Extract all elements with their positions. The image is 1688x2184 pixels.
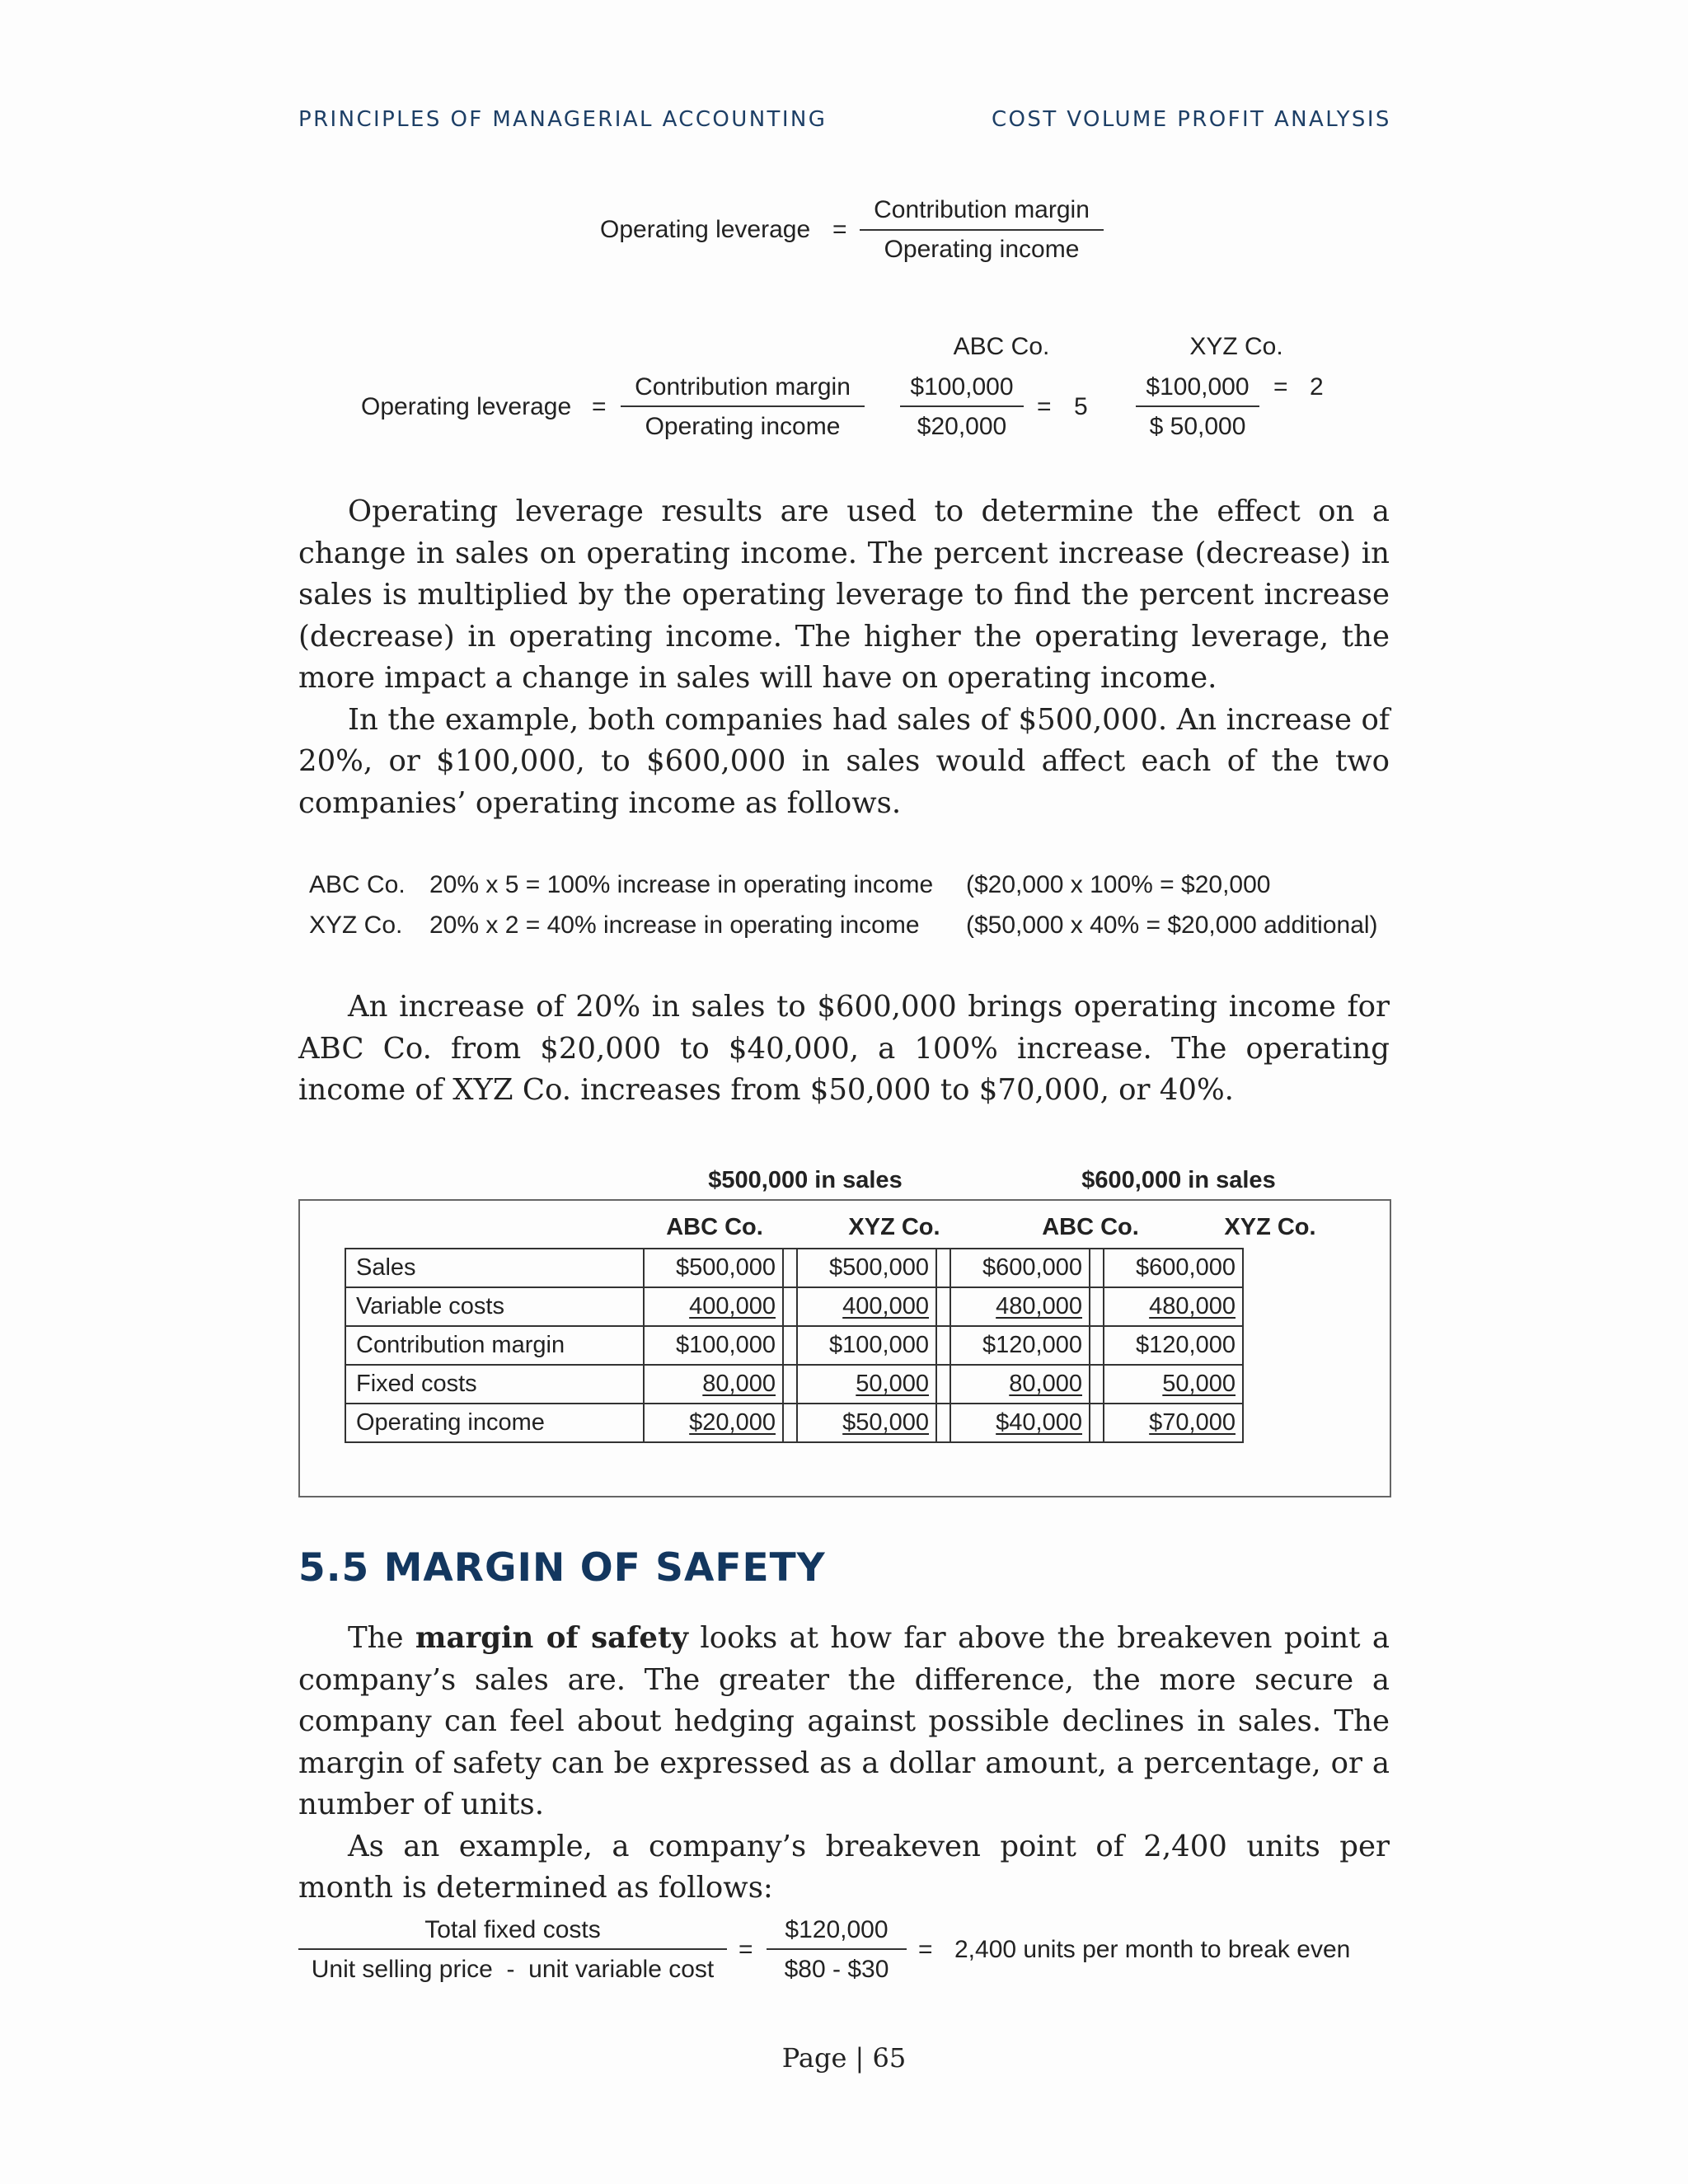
calc-row-abc-formula: 20% x 5 = 100% increase in operating income [429,871,934,898]
formula2-fraction-bar [621,405,865,407]
page-number: Page | 65 [781,2042,907,2074]
formula2-label: Operating leverage [361,393,572,420]
cell-value: 50,000 [797,1365,936,1404]
formula3-result: 2,400 units per month to break even [954,1936,1351,1963]
formula2-xyz-fraction-bar [1136,405,1259,407]
table-row [345,1287,1243,1326]
cell-value: $20,000 [644,1404,783,1442]
row-label: Contribution margin [345,1326,644,1365]
row-label: Sales [345,1249,644,1287]
cell-value: $70,000 [1104,1404,1243,1442]
col-header-abc-1: ABC Co. [666,1214,763,1240]
formula1-label: Operating leverage [600,216,811,243]
spacer-cell [1090,1365,1104,1404]
spacer-cell [936,1287,950,1326]
formula3-numerator-value: $120,000 [785,1916,889,1943]
comparison-table [345,1248,1244,1443]
formula2-xyz-equals: = [1273,373,1288,401]
formula3-fraction-bar [298,1948,727,1950]
formula2-abc-numerator: $100,000 [910,373,1014,401]
group-header-500k: $500,000 in sales [708,1167,903,1193]
cell-value: $40,000 [950,1404,1090,1442]
table-row [345,1404,1243,1442]
formula2-denominator: Operating income [645,413,841,440]
formula2-numerator: Contribution margin [635,373,851,401]
cell-value: 400,000 [797,1287,936,1326]
formula3-denominator: Unit selling price - unit variable cost [311,1956,715,1983]
cell-value: $120,000 [1104,1326,1243,1365]
spacer-cell [936,1404,950,1442]
calc-row-xyz-detail: ($50,000 x 40% = $20,000 additional) [966,912,1378,939]
spacer-cell [783,1365,797,1404]
body-text-block-1 [298,491,1390,824]
formula2-col-xyz: XYZ Co. [1189,333,1283,360]
group-header-600k: $600,000 in sales [1081,1167,1276,1193]
cell-value: 480,000 [1104,1287,1243,1326]
cell-value: $100,000 [644,1326,783,1365]
spacer-cell [783,1287,797,1326]
cell-value: 80,000 [644,1365,783,1404]
formula2-abc-fraction-bar [900,405,1024,407]
spacer-cell [936,1326,950,1365]
running-header-right: COST VOLUME PROFIT ANALYSIS [992,107,1391,132]
paragraph-lead: The [348,1621,415,1655]
col-header-xyz-2: XYZ Co. [1224,1214,1316,1240]
paragraph-margin-of-safety [298,1618,1390,1826]
calc-row-abc-company: ABC Co. [309,871,406,898]
table-row [345,1326,1243,1365]
formula2-xyz-numerator: $100,000 [1146,373,1250,401]
spacer-cell [936,1249,950,1287]
spacer-cell [783,1404,797,1442]
formula3-denominator-value: $80 - $30 [784,1956,889,1983]
formula2-equals: = [592,393,607,420]
formula1-denominator: Operating income [884,236,1080,263]
cell-value: 480,000 [950,1287,1090,1326]
cell-value: $500,000 [797,1249,936,1287]
formula2-col-abc: ABC Co. [953,333,1050,360]
paragraph-breakeven-example: As an example, a company’s breakeven point of 2,400 units per month is determined as follows: [298,1829,1390,1905]
table-row [345,1365,1243,1404]
formula3-value-fraction-bar [767,1948,907,1950]
row-label: Fixed costs [345,1365,644,1404]
formula3-numerator: Total fixed costs [424,1916,601,1943]
paragraph-rest: looks at how far above the breakeven point a company’s sales are. The greater the difference, the more secure a company can feel about hedging against possible declines in sales. The margin of safety can be expressed as a dollar amount, a percentage, or a number of units. [298,1621,1390,1821]
cell-value: $600,000 [950,1249,1090,1287]
col-header-xyz-1: XYZ Co. [848,1214,940,1240]
running-header-left: PRINCIPLES OF MANAGERIAL ACCOUNTING [298,107,828,132]
calc-row-abc-detail: ($20,000 x 100% = $20,000 [966,871,1271,898]
row-label: Operating income [345,1404,644,1442]
body-text-block-3 [298,1618,1390,1910]
cell-value: 400,000 [644,1287,783,1326]
paragraph-increase-result: An increase of 20% in sales to $600,000 brings operating income for ABC Co. from $20,000 to $40,000, a 100% increase. The operating income of XYZ Co. increases from $50,000 to $70,000, or 40%. [298,990,1390,1107]
col-header-abc-2: ABC Co. [1042,1214,1139,1240]
spacer-cell [1090,1249,1104,1287]
formula1-fraction-bar [860,229,1104,231]
row-label: Variable costs [345,1287,644,1326]
cell-value: $600,000 [1104,1249,1243,1287]
table-row [345,1249,1243,1287]
spacer-cell [1090,1326,1104,1365]
spacer-cell [783,1326,797,1365]
paragraph-operating-leverage: Operating leverage results are used to determine the effect on a change in sales on operating income. The percent increase (decrease) in sales is multiplied by the operating leverage to find the percent increase (decrease) in operating income. The higher the operating leverage, the more impact a change in sales will have on operating income. [298,494,1390,695]
term-margin-of-safety: margin of safety [415,1621,689,1655]
formula2-abc-denominator: $20,000 [917,413,1007,440]
spacer-cell [1090,1404,1104,1442]
body-text-block-2 [298,987,1390,1112]
formula2-abc-result: 5 [1074,393,1088,420]
formula2-abc-equals: = [1037,393,1052,420]
spacer-cell [1090,1287,1104,1326]
cell-value: $100,000 [797,1326,936,1365]
cell-value: $120,000 [950,1326,1090,1365]
formula1-numerator: Contribution margin [874,196,1090,223]
formula1-equals: = [832,216,847,243]
cell-value: $500,000 [644,1249,783,1287]
formula2-xyz-denominator: $ 50,000 [1149,413,1246,440]
paragraph-example: In the example, both companies had sales of $500,000. An increase of 20%, or $100,000, to $600,000 in sales would affect each of the two companies’ operating income as follows. [298,702,1390,820]
spacer-cell [783,1249,797,1287]
formula2-xyz-result: 2 [1310,373,1324,401]
formula3-equals-1: = [738,1936,753,1963]
cell-value: $50,000 [797,1404,936,1442]
spacer-cell [936,1365,950,1404]
cell-value: 50,000 [1104,1365,1243,1404]
calc-row-xyz-company: XYZ Co. [309,912,403,939]
formula3-equals-2: = [918,1936,933,1963]
calc-row-xyz-formula: 20% x 2 = 40% increase in operating income [429,912,920,939]
cell-value: 80,000 [950,1365,1090,1404]
section-title: 5.5 MARGIN OF SAFETY [298,1545,826,1591]
